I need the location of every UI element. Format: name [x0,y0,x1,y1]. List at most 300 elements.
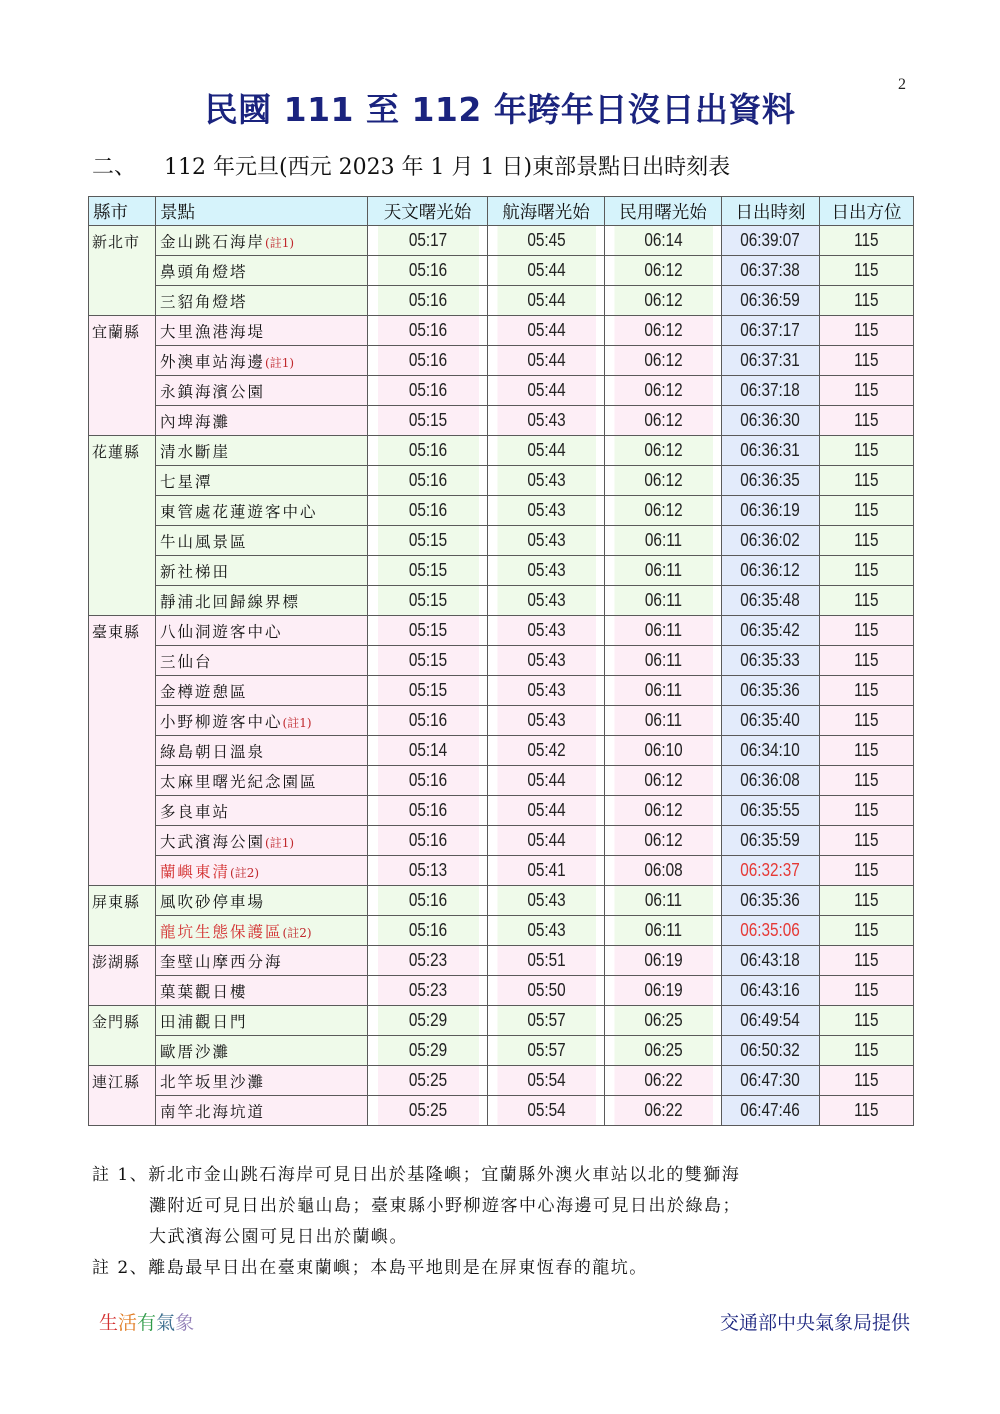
sunrise-time-value: 06:49:54 [740,1010,801,1030]
table-row [89,886,914,916]
sunrise-time-value: 06:36:59 [740,290,801,310]
nautical-twilight-cell-value: 05:43 [526,620,566,640]
sunrise-time-cell [722,646,820,676]
nautical-twilight-cell [496,676,595,706]
footnotes [92,1160,922,1284]
nautical-twilight-cell [496,826,595,856]
sunrise-time-cell [722,586,820,616]
astronomical-twilight-cell-value: 05:16 [408,380,447,400]
civil-twilight-cell-value: 06:19 [643,950,683,970]
civil-twilight-cell-value: 06:11 [644,620,682,640]
civil-twilight-cell-value: 06:12 [643,830,683,850]
spot-cell [156,856,368,886]
nautical-twilight-cell [496,886,595,916]
table-header-row [89,197,914,226]
spot-name: 金山跳石海岸 [160,232,266,251]
header-astronomical-twilight: 天文曙光始 [368,197,488,226]
nautical-twilight-cell-value: 05:57 [526,1010,566,1030]
spot-cell [156,466,368,496]
astronomical-twilight-cell [377,1006,479,1036]
civil-twilight-cell-value: 06:12 [643,410,683,430]
astronomical-twilight-cell [377,586,479,616]
spot-cell [156,586,368,616]
astronomical-twilight-cell-value: 05:15 [408,680,447,700]
civil-twilight-cell-value: 06:12 [643,350,683,370]
spot-cell [156,316,368,346]
slogan-char: 生 [99,1312,119,1334]
spot-name: 風吹砂停車場 [160,892,266,911]
sunrise-azimuth-value: 115 [854,830,879,850]
astronomical-twilight-cell-value: 05:15 [408,590,447,610]
sunrise-azimuth-value: 115 [854,710,879,730]
spot-name: 龍坑生態保護區 [160,922,283,941]
astronomical-twilight-cell [377,766,479,796]
sunrise-time-cell [722,706,820,736]
sunrise-azimuth-value: 115 [854,860,879,880]
spot-cell [156,796,368,826]
nautical-twilight-cell-value: 05:44 [526,260,566,280]
spot-cell [156,376,368,406]
nautical-twilight-cell [496,1066,595,1096]
sunrise-time-value: 06:39:07 [740,230,801,250]
sunrise-time-cell [722,1066,820,1096]
sunrise-azimuth-value: 115 [854,590,879,610]
nautical-twilight-cell [496,1006,595,1036]
sunrise-time-cell [722,796,820,826]
spot-cell [156,946,368,976]
astronomical-twilight-cell [377,346,479,376]
astronomical-twilight-cell [377,736,479,766]
sunrise-time-cell [722,286,820,316]
table-row [89,616,914,646]
sunrise-azimuth-cell [820,286,914,316]
sunrise-azimuth-value: 115 [854,260,879,280]
astronomical-twilight-cell-value: 05:16 [408,770,447,790]
nautical-twilight-cell-value: 05:43 [526,500,566,520]
sunrise-azimuth-value: 115 [854,500,879,520]
sunrise-time-cell [722,616,820,646]
astronomical-twilight-cell-value: 05:16 [408,830,447,850]
nautical-twilight-cell [496,766,595,796]
civil-twilight-cell [613,406,712,436]
spot-cell [156,226,368,256]
spot-cell [156,826,368,856]
sunrise-time-cell [722,556,820,586]
civil-twilight-cell-value: 06:12 [643,470,683,490]
sunrise-azimuth-cell [820,1006,914,1036]
nautical-twilight-cell-value: 05:57 [526,1040,566,1060]
spot-cell [156,766,368,796]
nautical-twilight-cell-value: 05:44 [526,350,566,370]
section-index: 二、 [92,155,137,180]
sunrise-azimuth-value: 115 [854,1100,879,1120]
civil-twilight-cell-value: 06:12 [643,440,683,460]
sunrise-azimuth-value: 115 [854,410,879,430]
nautical-twilight-cell-value: 05:44 [526,770,566,790]
civil-twilight-cell [613,496,712,526]
nautical-twilight-cell-value: 05:43 [526,560,566,580]
spot-name: 奎壁山摩西分海 [160,952,283,971]
spot-cell [156,1006,368,1036]
nautical-twilight-cell-value: 05:44 [526,800,566,820]
astronomical-twilight-cell-value: 05:29 [408,1010,447,1030]
spot-cell [156,976,368,1006]
county-cell: 澎湖縣 [89,946,156,1006]
civil-twilight-cell [613,1006,712,1036]
sunrise-azimuth-value: 115 [854,770,879,790]
sunrise-time-cell [722,856,820,886]
sunrise-time-value: 06:37:18 [740,380,801,400]
nautical-twilight-cell [496,586,595,616]
astronomical-twilight-cell-value: 05:16 [408,320,447,340]
table-row [89,556,914,586]
nautical-twilight-cell-value: 05:44 [526,320,566,340]
astronomical-twilight-cell [377,226,479,256]
table-row [89,286,914,316]
civil-twilight-cell [613,646,712,676]
spot-name: 田浦觀日門 [160,1012,248,1031]
sunrise-azimuth-cell [820,526,914,556]
table-row [89,1006,914,1036]
table-row [89,436,914,466]
civil-twilight-cell [613,946,712,976]
spot-name: 綠島朝日溫泉 [160,742,266,761]
slogan-logo [99,1308,194,1335]
table-row [89,496,914,526]
spot-cell [156,916,368,946]
astronomical-twilight-cell-value: 05:14 [408,740,447,760]
spot-name: 北竿坂里沙灘 [160,1072,266,1091]
spot-name: 歐厝沙灘 [160,1042,231,1061]
civil-twilight-cell [613,436,712,466]
astronomical-twilight-cell [377,856,479,886]
nautical-twilight-cell [496,946,595,976]
table-row [89,466,914,496]
sunrise-time-value: 06:43:18 [740,950,801,970]
sunrise-time-value: 06:36:30 [740,410,801,430]
civil-twilight-cell-value: 06:12 [643,500,683,520]
spot-name: 三仙台 [160,652,213,671]
nautical-twilight-cell-value: 05:44 [526,440,566,460]
spot-name: 八仙洞遊客中心 [160,622,283,641]
sunrise-azimuth-cell [820,586,914,616]
sunrise-azimuth-cell [820,886,914,916]
civil-twilight-cell-value: 06:22 [643,1070,683,1090]
civil-twilight-cell-value: 06:11 [644,650,682,670]
nautical-twilight-cell-value: 05:43 [526,530,566,550]
footnote-ref: (註1) [265,355,295,370]
astronomical-twilight-cell [377,316,479,346]
civil-twilight-cell [613,556,712,586]
sunrise-time-value: 06:35:06 [740,920,801,940]
slogan-char: 活 [118,1312,138,1334]
spot-cell [156,736,368,766]
nautical-twilight-cell [496,346,595,376]
civil-twilight-cell [613,856,712,886]
sunrise-time-value: 06:37:17 [740,320,801,340]
footnote-ref: (註1) [265,235,295,250]
nautical-twilight-cell-value: 05:41 [526,860,566,880]
footnote-ref: (註1) [265,835,295,850]
sunrise-azimuth-value: 115 [854,1070,879,1090]
astronomical-twilight-cell-value: 05:16 [408,260,447,280]
footnote-ref: (註2) [230,865,260,880]
nautical-twilight-cell-value: 05:42 [526,740,566,760]
spot-cell [156,256,368,286]
spot-name: 靜浦北回歸線界標 [160,592,301,611]
sunrise-azimuth-value: 115 [854,380,879,400]
table-row [89,346,914,376]
nautical-twilight-cell-value: 05:43 [526,470,566,490]
nautical-twilight-cell [496,496,595,526]
civil-twilight-cell-value: 06:11 [644,920,682,940]
nautical-twilight-cell [496,616,595,646]
civil-twilight-cell [613,826,712,856]
header-county: 縣市 [89,197,156,226]
sunrise-azimuth-cell [820,436,914,466]
sunrise-time-cell [722,976,820,1006]
header-spot: 景點 [156,197,368,226]
spot-name: 小野柳遊客中心 [160,712,283,731]
sunrise-azimuth-cell [820,1066,914,1096]
civil-twilight-cell-value: 06:19 [643,980,683,1000]
spot-cell [156,1036,368,1066]
sunrise-time-value: 06:37:31 [740,350,801,370]
sunrise-azimuth-cell [820,556,914,586]
astronomical-twilight-cell [377,256,479,286]
county-cell: 臺東縣 [89,616,156,886]
sunrise-time-value: 06:43:16 [740,980,801,1000]
sunrise-time-cell [722,526,820,556]
sunrise-time-value: 06:36:12 [740,560,801,580]
sunrise-time-value: 06:36:31 [740,440,801,460]
civil-twilight-cell-value: 06:11 [644,530,682,550]
nautical-twilight-cell-value: 05:43 [526,710,566,730]
sunrise-azimuth-value: 115 [854,980,879,1000]
spot-cell [156,526,368,556]
astronomical-twilight-cell-value: 05:16 [408,890,447,910]
astronomical-twilight-cell [377,646,479,676]
civil-twilight-cell-value: 06:12 [643,800,683,820]
nautical-twilight-cell-value: 05:45 [526,230,566,250]
nautical-twilight-cell [496,856,595,886]
spot-cell [156,676,368,706]
sunrise-time-cell [722,406,820,436]
table-row [89,226,914,256]
nautical-twilight-cell-value: 05:51 [526,950,566,970]
spot-cell [156,646,368,676]
civil-twilight-cell-value: 06:25 [643,1010,683,1030]
astronomical-twilight-cell-value: 05:16 [408,710,447,730]
spot-name: 外澳車站海邊 [160,352,266,371]
nautical-twilight-cell [496,976,595,1006]
civil-twilight-cell [613,346,712,376]
civil-twilight-cell-value: 06:12 [643,770,683,790]
sunrise-time-value: 06:34:10 [740,740,801,760]
civil-twilight-cell [613,226,712,256]
astronomical-twilight-cell [377,376,479,406]
spot-cell [156,346,368,376]
sunrise-azimuth-cell [820,226,914,256]
civil-twilight-cell [613,586,712,616]
nautical-twilight-cell [496,526,595,556]
table-row [89,376,914,406]
sunrise-azimuth-cell [820,856,914,886]
sunrise-azimuth-value: 115 [854,1040,879,1060]
nautical-twilight-cell-value: 05:44 [526,290,566,310]
civil-twilight-cell [613,976,712,1006]
civil-twilight-cell-value: 06:11 [644,710,682,730]
nautical-twilight-cell-value: 05:43 [526,410,566,430]
sunrise-azimuth-cell [820,916,914,946]
slogan-char: 象 [175,1312,195,1334]
spot-cell [156,556,368,586]
sunrise-azimuth-value: 115 [854,290,879,310]
astronomical-twilight-cell-value: 05:25 [408,1100,447,1120]
slogan-char: 有 [137,1312,157,1334]
astronomical-twilight-cell [377,526,479,556]
table-row [89,766,914,796]
spot-name: 永鎮海濱公園 [160,382,266,401]
spot-name: 蘭嶼東清 [160,862,231,881]
sunrise-azimuth-value: 115 [854,1010,879,1030]
sunrise-time-value: 06:37:38 [740,260,801,280]
sunrise-time-cell [722,1096,820,1126]
sunrise-azimuth-cell [820,706,914,736]
nautical-twilight-cell-value: 05:44 [526,380,566,400]
sunrise-azimuth-value: 115 [854,530,879,550]
sunrise-time-value: 06:50:32 [740,1040,801,1060]
sunrise-azimuth-cell [820,736,914,766]
sunrise-azimuth-value: 115 [854,800,879,820]
astronomical-twilight-cell-value: 05:16 [408,440,447,460]
astronomical-twilight-cell-value: 05:16 [408,920,447,940]
astronomical-twilight-cell [377,406,479,436]
civil-twilight-cell [613,526,712,556]
county-cell: 宜蘭縣 [89,316,156,436]
sunrise-azimuth-cell [820,376,914,406]
sunrise-azimuth-cell [820,616,914,646]
astronomical-twilight-cell [377,616,479,646]
sunrise-time-value: 06:35:36 [740,680,801,700]
footnote-ref: (註1) [282,715,312,730]
spot-name: 南竿北海坑道 [160,1102,266,1121]
note-1-line-2: 灘附近可見日出於龜山島；臺東縣小野柳遊客中心海邊可見日出於綠島； [149,1196,741,1216]
table-row [89,826,914,856]
astronomical-twilight-cell-value: 05:16 [408,470,447,490]
sunrise-time-value: 06:47:46 [740,1100,801,1120]
sunrise-azimuth-value: 115 [854,950,879,970]
civil-twilight-cell-value: 06:11 [644,890,682,910]
astronomical-twilight-cell-value: 05:16 [408,350,447,370]
astronomical-twilight-cell [377,1096,479,1126]
astronomical-twilight-cell [377,1066,479,1096]
sunrise-time-cell [722,736,820,766]
sunrise-azimuth-cell [820,766,914,796]
sunrise-time-cell [722,496,820,526]
nautical-twilight-cell [496,646,595,676]
sunrise-azimuth-value: 115 [854,320,879,340]
astronomical-twilight-cell-value: 05:13 [408,860,447,880]
spot-cell [156,286,368,316]
spot-cell [156,706,368,736]
spot-name: 清水斷崖 [160,442,231,461]
sunrise-time-value: 06:35:48 [740,590,801,610]
spot-name: 三貂角燈塔 [160,292,248,311]
nautical-twilight-cell-value: 05:43 [526,680,566,700]
nautical-twilight-cell-value: 05:44 [526,830,566,850]
astronomical-twilight-cell-value: 05:16 [408,290,447,310]
civil-twilight-cell-value: 06:11 [644,560,682,580]
sunrise-time-value: 06:35:55 [740,800,801,820]
astronomical-twilight-cell [377,466,479,496]
sunrise-azimuth-value: 115 [854,920,879,940]
astronomical-twilight-cell-value: 05:15 [408,620,447,640]
sunrise-azimuth-cell [820,826,914,856]
civil-twilight-cell-value: 06:11 [644,680,682,700]
table-row [89,1036,914,1066]
nautical-twilight-cell [496,1096,595,1126]
spot-name: 大武濱海公園 [160,832,266,851]
nautical-twilight-cell [496,286,595,316]
spot-name: 內埤海灘 [160,412,231,431]
sunrise-time-value: 06:35:36 [740,890,801,910]
spot-name: 牛山風景區 [160,532,248,551]
sunrise-time-cell [722,766,820,796]
sunrise-time-cell [722,316,820,346]
astronomical-twilight-cell [377,826,479,856]
spot-name: 菓葉觀日樓 [160,982,248,1001]
page-number: 2 [898,76,906,93]
sunrise-azimuth-value: 115 [854,470,879,490]
sunrise-time-cell [722,946,820,976]
sunrise-azimuth-cell [820,646,914,676]
note-1-line-1: 註 1、新北市金山跳石海岸可見日出於基隆嶼；宜蘭縣外澳火車站以北的雙獅海 [92,1165,741,1185]
sunrise-time-value: 06:35:42 [740,620,801,640]
table-row [89,256,914,286]
spot-cell [156,436,368,466]
sunrise-time-cell [722,376,820,406]
sunrise-time-cell [722,1036,820,1066]
nautical-twilight-cell [496,796,595,826]
civil-twilight-cell [613,256,712,286]
civil-twilight-cell-value: 06:12 [643,320,683,340]
civil-twilight-cell-value: 06:12 [643,380,683,400]
note-1-line-3: 大武濱海公園可見日出於蘭嶼。 [149,1227,408,1247]
nautical-twilight-cell [496,736,595,766]
civil-twilight-cell [613,736,712,766]
sunrise-time-cell [722,466,820,496]
sunrise-azimuth-cell [820,316,914,346]
astronomical-twilight-cell-value: 05:17 [408,230,447,250]
nautical-twilight-cell [496,316,595,346]
nautical-twilight-cell-value: 05:43 [526,650,566,670]
sunrise-time-cell [722,916,820,946]
sunrise-azimuth-cell [820,496,914,526]
sunrise-table [88,196,914,1126]
nautical-twilight-cell-value: 05:54 [526,1070,566,1090]
header-civil-twilight: 民用曙光始 [605,197,722,226]
astronomical-twilight-cell [377,436,479,466]
note-2: 註 2、離島最早日出在臺東蘭嶼；本島平地則是在屏東恆春的龍坑。 [92,1258,648,1278]
spot-name: 太麻里曙光紀念園區 [160,772,318,791]
civil-twilight-cell [613,1066,712,1096]
sunrise-time-value: 06:35:59 [740,830,801,850]
section-subtitle [92,150,730,181]
county-cell: 連江縣 [89,1066,156,1126]
table-row [89,706,914,736]
civil-twilight-cell [613,286,712,316]
